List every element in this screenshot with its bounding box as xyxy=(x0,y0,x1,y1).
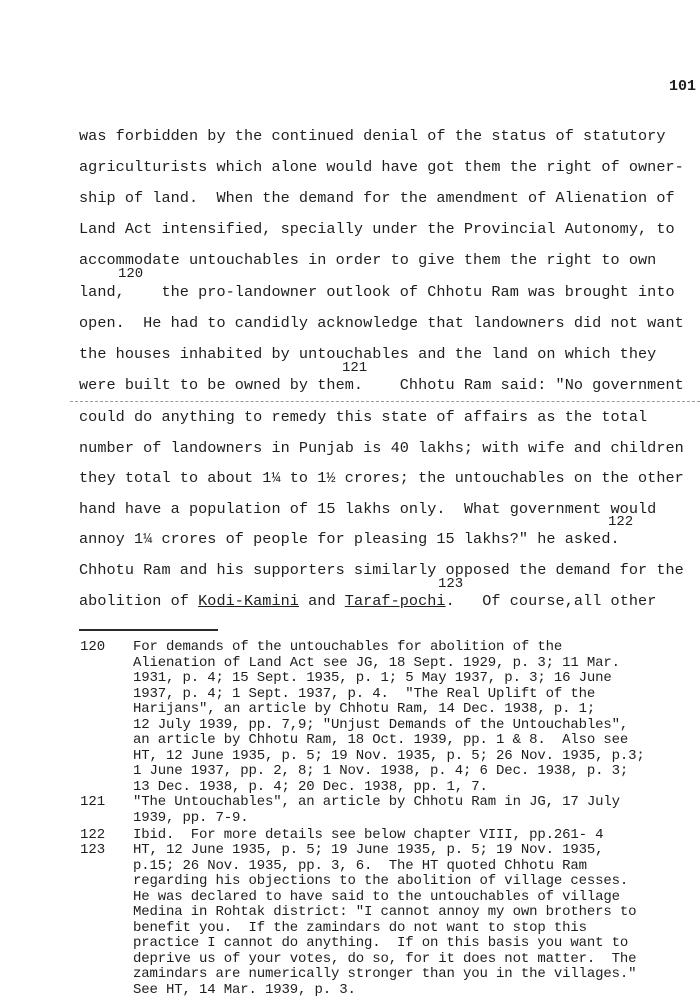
footnote-line: zamindars are numerically stronger than you in the villages." xyxy=(133,966,637,982)
footnote-number: 120 xyxy=(80,639,106,655)
text: and xyxy=(298,592,345,610)
footnote-line: deprive us of your votes, do so, for it does not matter. The xyxy=(133,951,637,967)
body-line: agriculturists which alone would have got them the right of owner- xyxy=(79,158,684,176)
body-line: Chhotu Ram and his supporters similarly opposed the demand for the xyxy=(79,561,684,579)
footnote-line: He was declared to have said to the untouchables of village xyxy=(133,889,620,905)
footnote-marker-120: 120 xyxy=(118,266,144,282)
footnote-number: 122 xyxy=(80,827,106,843)
footnote-marker-123: 123 xyxy=(438,576,464,592)
footnote-line: 1939, pp. 7-9. xyxy=(133,810,249,826)
footnote-line: Ibid. For more details see below chapter VIII, pp.261- 4 xyxy=(133,827,604,843)
footnote-number: 121 xyxy=(80,794,106,810)
body-line: accommodate untouchables in order to give them the right to own xyxy=(79,251,657,269)
footnote-line: 1937, p. 4; 1 Sept. 1937, p. 4. "The Real Uplift of the xyxy=(133,686,596,702)
footnote-line: HT, 12 June 1935, p. 5; 19 June 1935, p. 5; 19 Nov. 1935, xyxy=(133,842,604,858)
footnote-line: "The Untouchables", an article by Chhotu Ram in JG, 17 July xyxy=(133,794,620,810)
footnote-line: 1 June 1937, pp. 2, 8; 1 Nov. 1938, p. 4; 6 Dec. 1938, p. 3; xyxy=(133,763,629,779)
body-line: annoy 1¼ crores of people for pleasing 15 lakhs?" he asked. xyxy=(79,530,620,548)
footnote-line: 12 July 1939, pp. 7,9; "Unjust Demands of the Untouchables", xyxy=(133,717,629,733)
footnote-line: For demands of the untouchables for abolition of the xyxy=(133,639,563,655)
footnote-line: HT, 12 June 1935, p. 5; 19 Nov. 1935, p. 5; 26 Nov. 1935, p.3; xyxy=(133,748,645,764)
footnote-line: 1931, p. 4; 15 Sept. 1935, p. 1; 5 May 1937, p. 3; 16 June xyxy=(133,670,612,686)
body-line: could do anything to remedy this state of affairs as the total xyxy=(79,408,648,426)
footnote-marker-121: 121 xyxy=(342,360,368,376)
scan-artifact-line xyxy=(70,401,700,402)
body-line: number of landowners in Punjab is 40 lakhs; with wife and children xyxy=(79,439,684,457)
body-line: they total to about 1¼ to 1½ crores; the untouchables on the other xyxy=(79,469,684,487)
body-line: land, the pro-landowner outlook of Chhotu Ram was brought into xyxy=(79,283,675,301)
term-taraf-pochi: Taraf-pochi xyxy=(344,592,446,610)
body-line-last xyxy=(79,592,656,610)
body-line: Land Act intensified, specially under the Provincial Autonomy, to xyxy=(79,220,675,238)
footnote-line: regarding his objections to the abolition of village cesses. xyxy=(133,873,629,889)
footnote-marker-122: 122 xyxy=(608,514,634,530)
text: abolition of xyxy=(79,592,199,610)
footnote-separator xyxy=(79,629,218,631)
footnote-line: an article by Chhotu Ram, 18 Oct. 1939, pp. 1 & 8. Also see xyxy=(133,732,629,748)
page-number: 101 xyxy=(668,78,696,95)
footnote-line: p.15; 26 Nov. 1935, pp. 3, 6. The HT quoted Chhotu Ram xyxy=(133,858,587,874)
footnote-line: See HT, 14 Mar. 1939, p. 3. xyxy=(133,982,356,998)
footnote-line: Medina in Rohtak district: "I cannot annoy my own brothers to xyxy=(133,904,637,920)
body-line: the houses inhabited by untouchables and the land on which they xyxy=(79,345,657,363)
footnote-line: Harijans", an article by Chhotu Ram, 14 Dec. 1938, p. 1; xyxy=(133,701,596,717)
body-line: were built to be owned by them. Chhotu Ram said: "No government xyxy=(79,376,684,394)
body-line: was forbidden by the continued denial of the status of statutory xyxy=(79,127,666,145)
body-line: ship of land. When the demand for the amendment of Alienation of xyxy=(79,189,675,207)
footnote-line: practice I cannot do anything. If on this basis you want to xyxy=(133,935,629,951)
footnote-number: 123 xyxy=(80,842,106,858)
body-line: hand have a population of 15 lakhs only. What government would xyxy=(79,500,657,518)
footnote-line: 13 Dec. 1938, p. 4; 20 Dec. 1938, pp. 1, 7. xyxy=(133,779,488,795)
term-kodi-kamini: Kodi-Kamini xyxy=(198,592,299,610)
body-line: open. He had to candidly acknowledge that landowners did not want xyxy=(79,314,684,332)
footnote-line: benefit you. If the zamindars do not want to stop this xyxy=(133,920,587,936)
footnote-line: Alienation of Land Act see JG, 18 Sept. 1929, p. 3; 11 Mar. xyxy=(133,655,620,671)
text: . Of course,all other xyxy=(445,592,657,610)
